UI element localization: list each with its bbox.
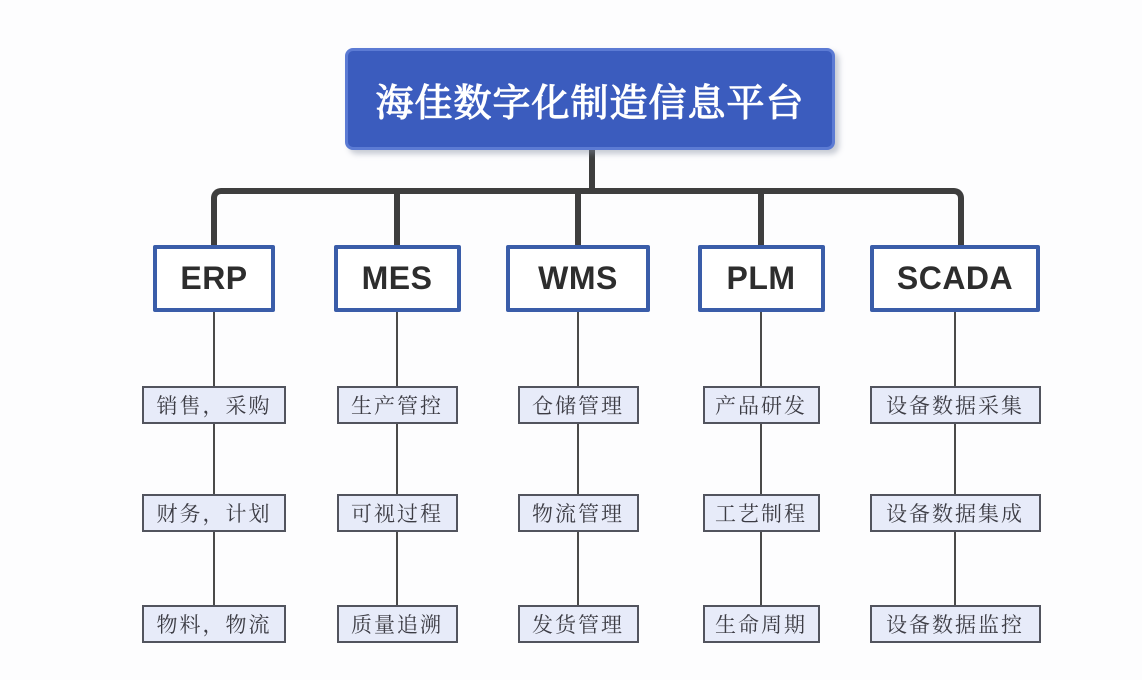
system-node-wms: WMS [506,245,650,312]
column-connector-erp-0 [213,312,215,386]
item-node-scada-0: 设备数据采集 [870,386,1041,424]
column-connector-scada-1 [954,424,956,494]
item-node-scada-1: 设备数据集成 [870,494,1041,532]
column-connector-wms-2 [577,532,579,605]
system-node-scada: SCADA [870,245,1040,312]
item-node-scada-2: 设备数据监控 [870,605,1041,643]
item-node-wms-0: 仓储管理 [518,386,639,424]
column-connector-plm-1 [760,424,762,494]
column-connector-mes-0 [396,312,398,386]
column-connector-scada-0 [954,312,956,386]
platform-title-node: 海佳数字化制造信息平台 [345,48,835,150]
column-connector-mes-1 [396,424,398,494]
column-connector-plm-0 [760,312,762,386]
branch-connector-mes [394,191,400,245]
branch-connector-wms [575,191,581,245]
item-node-plm-1: 工艺制程 [703,494,820,532]
column-connector-erp-2 [213,532,215,605]
item-node-plm-0: 产品研发 [703,386,820,424]
item-node-erp-2: 物料，物流 [142,605,286,643]
item-node-plm-2: 生命周期 [703,605,820,643]
column-connector-wms-0 [577,312,579,386]
item-node-erp-1: 财务，计划 [142,494,286,532]
column-connector-mes-2 [396,532,398,605]
item-node-mes-2: 质量追溯 [337,605,458,643]
column-connector-scada-2 [954,532,956,605]
item-node-erp-0: 销售，采购 [142,386,286,424]
item-node-mes-1: 可视过程 [337,494,458,532]
tree-bracket-connector [211,188,964,251]
column-connector-plm-2 [760,532,762,605]
item-node-wms-1: 物流管理 [518,494,639,532]
system-node-mes: MES [334,245,461,312]
item-node-mes-0: 生产管控 [337,386,458,424]
branch-connector-plm [758,191,764,245]
item-node-wms-2: 发货管理 [518,605,639,643]
column-connector-erp-1 [213,424,215,494]
column-connector-wms-1 [577,424,579,494]
system-node-plm: PLM [698,245,825,312]
system-node-erp: ERP [153,245,275,312]
